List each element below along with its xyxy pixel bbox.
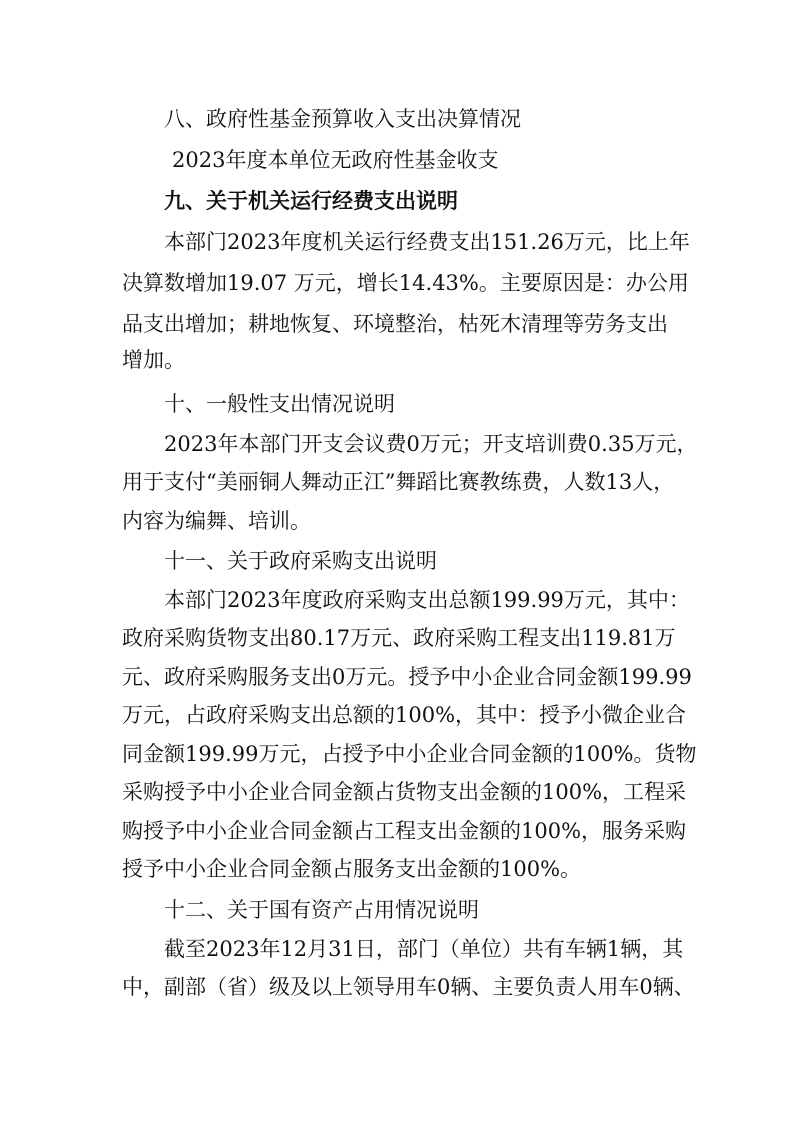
paragraph-line: 用于支付“美丽铜人舞动正江”舞蹈比赛教练费，人数13人， xyxy=(122,470,675,494)
paragraph-line: 中，副部（省）级及以上领导用车0辆、主要负责人用车0辆、 xyxy=(122,975,695,999)
section-heading-operating-expenses: 九、关于机关运行经费支出说明 xyxy=(164,189,458,213)
paragraph-line: 决算数增加19.07 万元，增长14.43%。主要原因是：办公用 xyxy=(122,271,689,295)
section-heading-general-expenses: 十、一般性支出情况说明 xyxy=(164,392,395,416)
section-heading-government-fund: 八、政府性基金预算收入支出决算情况 xyxy=(164,107,521,131)
paragraph-line: 万元，占政府采购支出总额的100%，其中：授予小微企业合 xyxy=(122,703,687,727)
section-heading-state-assets: 十二、关于国有资产占用情况说明 xyxy=(164,898,479,922)
paragraph-line: 授予中小企业合同金额占服务支出金额的100%。 xyxy=(122,857,582,881)
paragraph-line: 内容为编舞、培训。 xyxy=(122,509,311,533)
section-heading-procurement: 十一、关于政府采购支出说明 xyxy=(164,549,437,573)
paragraph-line: 同金额199.99万元，占授予中小企业合同金额的100%。货物 xyxy=(122,742,697,766)
paragraph-line: 政府采购货物支出80.17万元、政府采购工程支出119.81万 xyxy=(122,626,676,650)
paragraph-line: 截至2023年12月31日，部门（单位）共有车辆1辆，其 xyxy=(164,937,684,961)
paragraph-line: 2023年度本单位无政府性基金收支 xyxy=(172,148,499,172)
paragraph-line: 本部门2023年度机关运行经费支出151.26万元，比上年 xyxy=(164,230,690,254)
paragraph-line: 购授予中小企业合同金额占工程支出金额的100%，服务采购 xyxy=(122,819,687,843)
paragraph-line: 元、政府采购服务支出0万元。授予中小企业合同金额199.99 xyxy=(122,665,692,689)
paragraph-line: 增加。 xyxy=(122,348,185,372)
paragraph-line: 本部门2023年度政府采购支出总额199.99万元，其中： xyxy=(164,588,690,612)
paragraph-line: 采购授予中小企业合同金额占货物支出金额的100%，工程采 xyxy=(122,780,687,804)
paragraph-line: 2023年本部门开支会议费0万元；开支培训费0.35万元， xyxy=(164,432,698,456)
paragraph-line: 品支出增加；耕地恢复、环境整治，枯死木清理等劳务支出 xyxy=(122,312,668,336)
